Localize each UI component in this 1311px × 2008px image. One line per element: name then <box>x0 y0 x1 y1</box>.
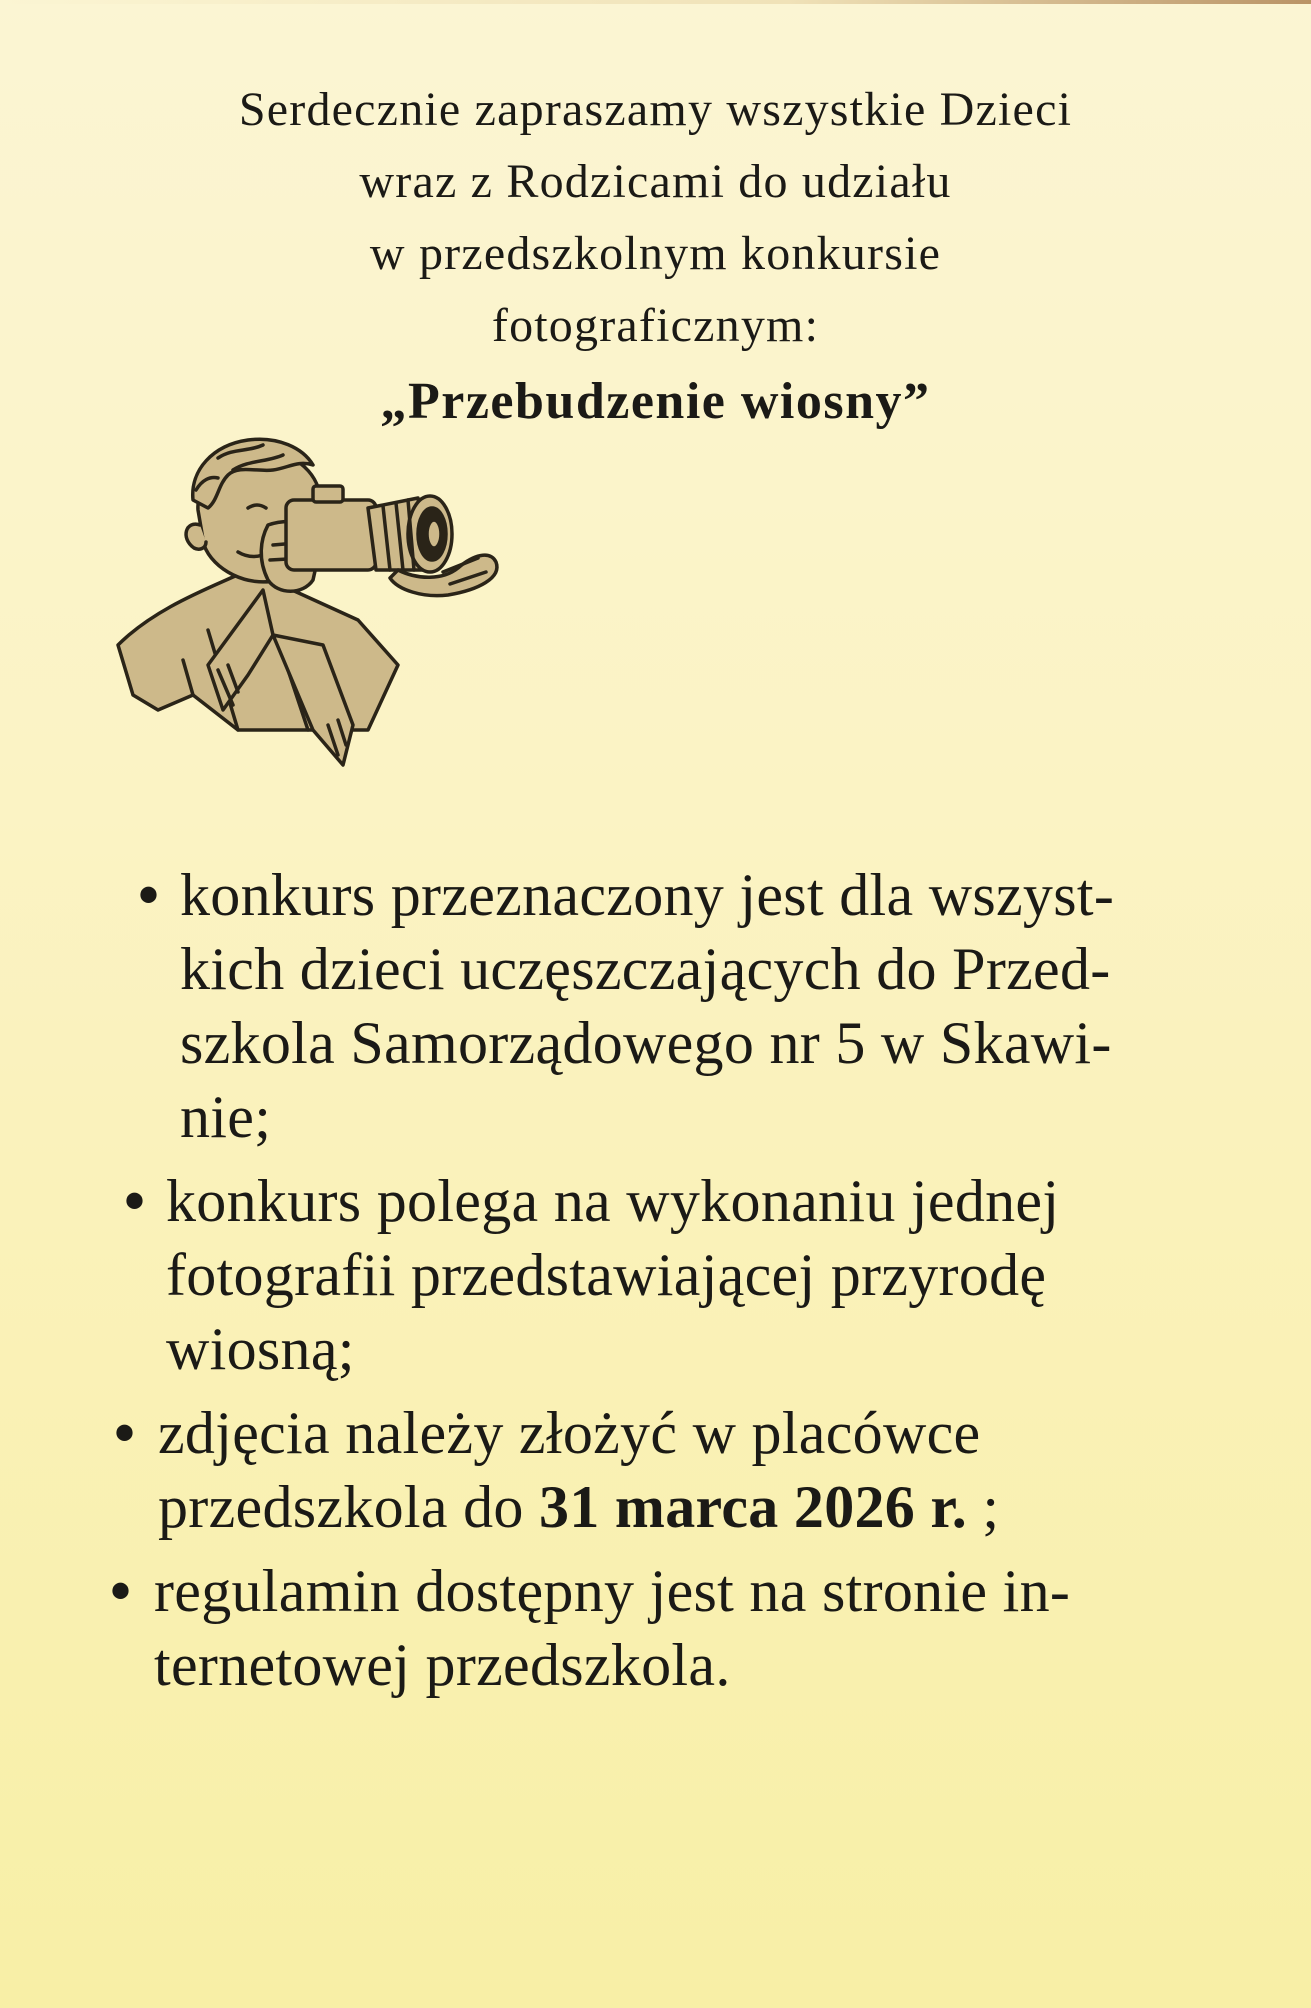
rule-item <box>124 1164 1311 1386</box>
rule-4-line-2: ternetowej przedszkola. <box>154 1632 731 1698</box>
rule-item <box>138 858 1311 1154</box>
rule-3-line-2 <box>158 1470 1311 1544</box>
photographer-drawing <box>98 430 518 770</box>
rule-2-line-3: wiosną; <box>166 1316 355 1382</box>
rule-3-line-2-suffix: ; <box>967 1474 1000 1540</box>
contest-title: „Przebudzenie wiosny” <box>380 373 931 430</box>
invitation-block <box>0 74 1311 442</box>
rules-list <box>0 858 1311 1702</box>
rule-item <box>114 1396 1311 1544</box>
bullet: • <box>138 862 160 928</box>
rule-2-line-2: fotografii przedstawiającej przyrodę <box>166 1242 1047 1308</box>
rule-1-line-1: konkurs przeznaczony jest dla wszyst- <box>180 862 1115 928</box>
page-top-edge <box>0 0 1311 4</box>
bullet: • <box>124 1168 146 1234</box>
rule-4-line-1: regulamin dostępny jest na stronie in- <box>154 1558 1071 1624</box>
rule-3-line-2-prefix: przedszkola do <box>158 1474 540 1540</box>
invitation-line-3: w przedszkolnym konkursie <box>369 227 942 280</box>
rule-2-line-1: konkurs polega na wykonaniu jednej <box>166 1168 1060 1234</box>
rule-1-line-4: nie; <box>180 1084 272 1150</box>
rule-1-line-3: szkola Samorządowego nr 5 w Skawi- <box>180 1010 1112 1076</box>
photographer-with-camera-icon <box>98 430 518 770</box>
rule-1-line-2: kich dzieci uczęszczających do Przed- <box>180 936 1111 1002</box>
invitation-line-2: wraz z Rodzicami do udziału <box>359 155 952 208</box>
bullet: • <box>110 1558 132 1624</box>
invitation-line-4: fotograficznym: <box>491 299 820 352</box>
deadline-date: 31 marca 2026 r. <box>539 1474 968 1540</box>
bullet: • <box>114 1400 136 1466</box>
invitation-line-1: Serdecznie zapraszamy wszystkie Dzieci <box>238 83 1073 136</box>
rule-item <box>110 1554 1311 1702</box>
rule-3-line-1: zdjęcia należy złożyć w placówce <box>158 1400 981 1466</box>
